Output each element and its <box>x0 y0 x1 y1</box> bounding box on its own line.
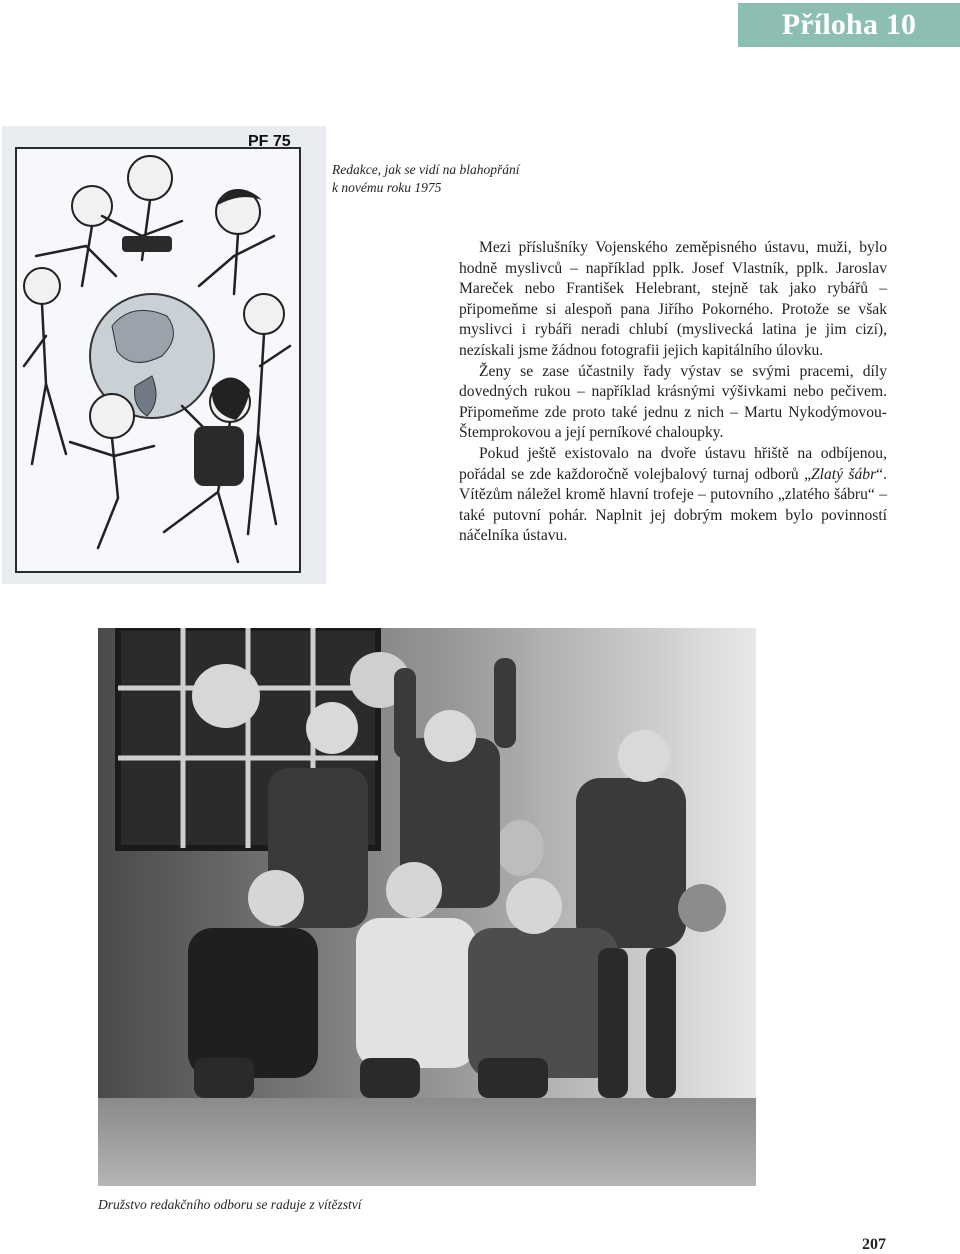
appendix-label: Příloha 10 <box>738 3 960 47</box>
paragraph-1: Mezi příslušníky Vojenského zeměpisného ústavu, muži, bylo hodně myslivců – například pplk. Josef Vlastník, pplk. Jaroslav Mareček nebo František Helebrant, stejně tak jako rybářů – připomeňme si alespoň pana Jiřího Pokorného. Protože se však myslivci i rybáři neradi chlubí (myslivecká latina je jim cizí), nezískali jsme žádnou fotografii jejich kapitálního úlovku. <box>459 239 887 359</box>
body-text <box>459 238 887 547</box>
paragraph-3-italic: Zlatý šábr <box>811 465 877 483</box>
paragraph-3-after: “. Vítězům náležel kromě hlavní trofeje – putovního „zlatého šábru“ – také putovní pohár. Naplnit jej dobrým mokem bylo povinností náčelníka ústavu. <box>459 465 887 545</box>
paragraph-2: Ženy se zase účastnily řady výstav se svými pracemi, díly dovedných rukou – například krásnými výšivkami nebo pečivem. Připomeňme zde proto také jednu z nich – Martu Nykodýmovou-Štemprokovou a její perníkové chaloupky. <box>459 362 887 442</box>
cartoon-caption-line2: k novému roku 1975 <box>332 180 442 195</box>
paragraph-3 <box>459 444 887 547</box>
cartoon-caption-line1: Redakce, jak se vidí na blahopřání <box>332 162 520 177</box>
team-photo <box>98 628 756 1186</box>
page-number: 207 <box>862 1236 886 1253</box>
cartoon-illustration <box>2 126 326 584</box>
cartoon-drawn-text: PF 75 <box>248 133 291 150</box>
photo-caption: Družstvo redakčního odboru se raduje z vítězství <box>98 1197 362 1212</box>
cartoon-caption <box>332 161 632 197</box>
paragraph-3-before: Pokud ještě existovalo na dvoře ústavu hřiště na odbíjenou, pořádal se zde každoročně volejbalový turnaj odborů „ <box>459 444 887 483</box>
